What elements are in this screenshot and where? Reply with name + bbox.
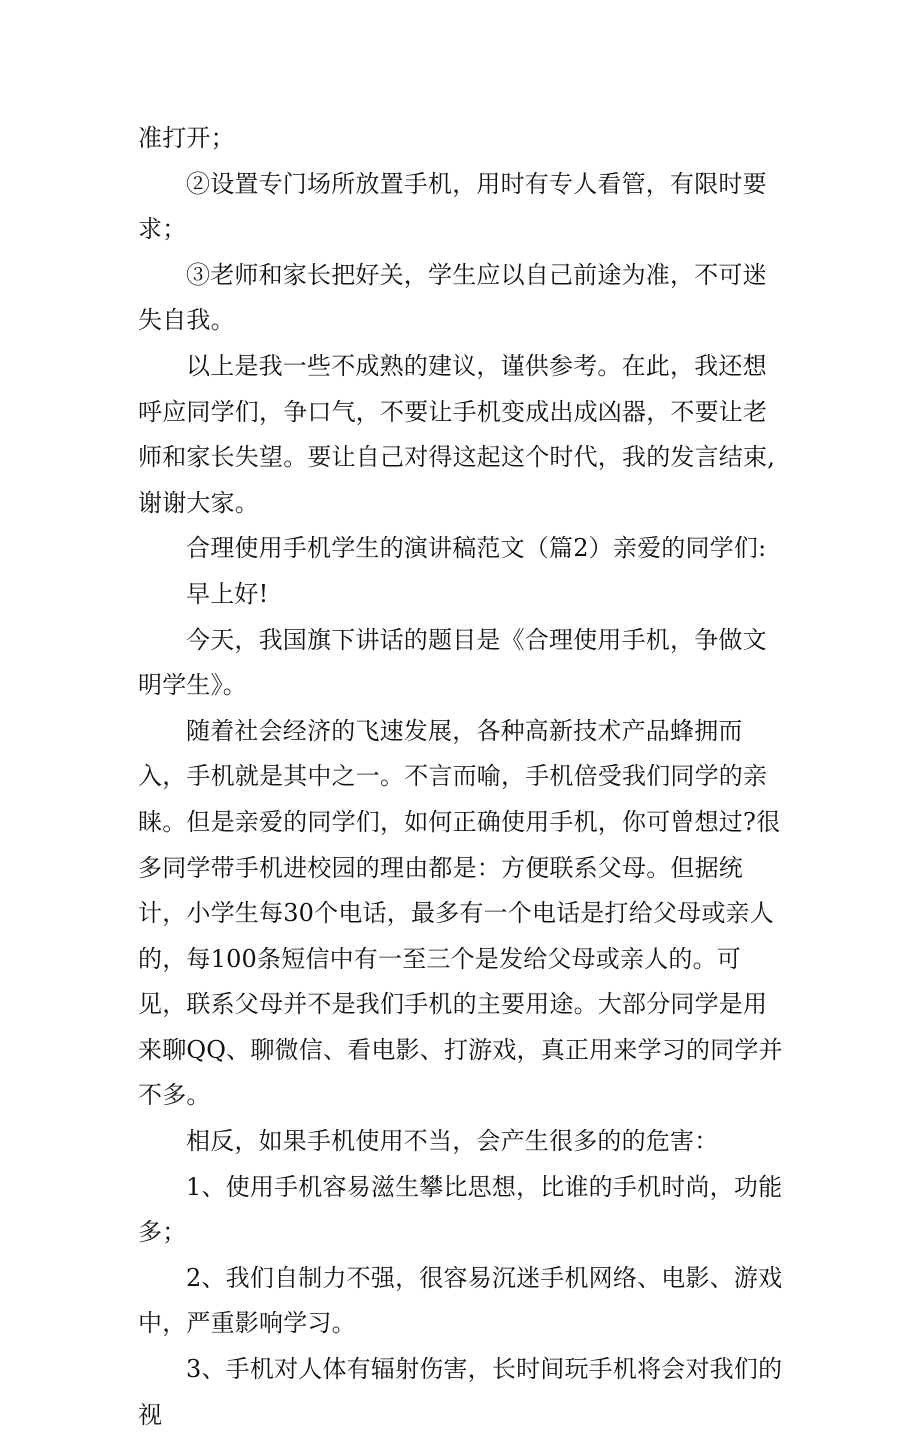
body-text bbox=[138, 116, 788, 1438]
paragraph: 合理使用手机学生的演讲稿范文（篇2）亲爱的同学们: bbox=[186, 534, 767, 563]
paragraph: 3、手机对人体有辐射伤害，长时间玩手机将会对我们的视 bbox=[138, 1355, 783, 1429]
paragraph: 相反，如果手机使用不当，会产生很多的的危害： bbox=[186, 1127, 719, 1156]
paragraph: 早上好! bbox=[186, 579, 269, 608]
paragraph: 今天，我国旗下讲话的题目是《合理使用手机，争做文明学生》。 bbox=[138, 625, 767, 700]
paragraph: 随着社会经济的飞速发展，各种高新技术产品蜂拥而入，手机就是其中之一。不言而喻，手机倍受我们同学的亲睐。但是亲爱的同学们，如何正确使用手机，你可曾想过?很多同学带手机进校园的理由都是：方便联系父母。但据统计，小学生每30个电话，最多有一个电话是打给父母或亲人的，每100条短信中有一至三个是发给父母或亲人的。可见，联系父母并不是我们手机的主要用途。大部分同学是用来聊QQ、聊微信、看电影、打游戏，真正用来学习的同学并不多。 bbox=[138, 716, 783, 1110]
paragraph: 1、使用手机容易滋生攀比思想，比谁的手机时尚，功能多； bbox=[138, 1172, 783, 1247]
paragraph: 以上是我一些不成熟的建议，谨供参考。在此，我还想呼应同学们，争口气，不要让手机变成出成凶器，不要让老师和家长失望。要让自己对得这起这个时代，我的发言结束,谢谢大家。 bbox=[138, 351, 776, 517]
paragraph: ③老师和家长把好关，学生应以自己前途为准，不可迷失自我。 bbox=[138, 260, 767, 335]
paragraph: ②设置专门场所放置手机，用时有专人看管，有限时要求； bbox=[138, 169, 767, 244]
paragraph: 准打开； bbox=[138, 124, 235, 152]
paragraph: 2、我们自制力不强，很容易沉迷手机网络、电影、游戏中，严重影响学习。 bbox=[138, 1263, 783, 1338]
